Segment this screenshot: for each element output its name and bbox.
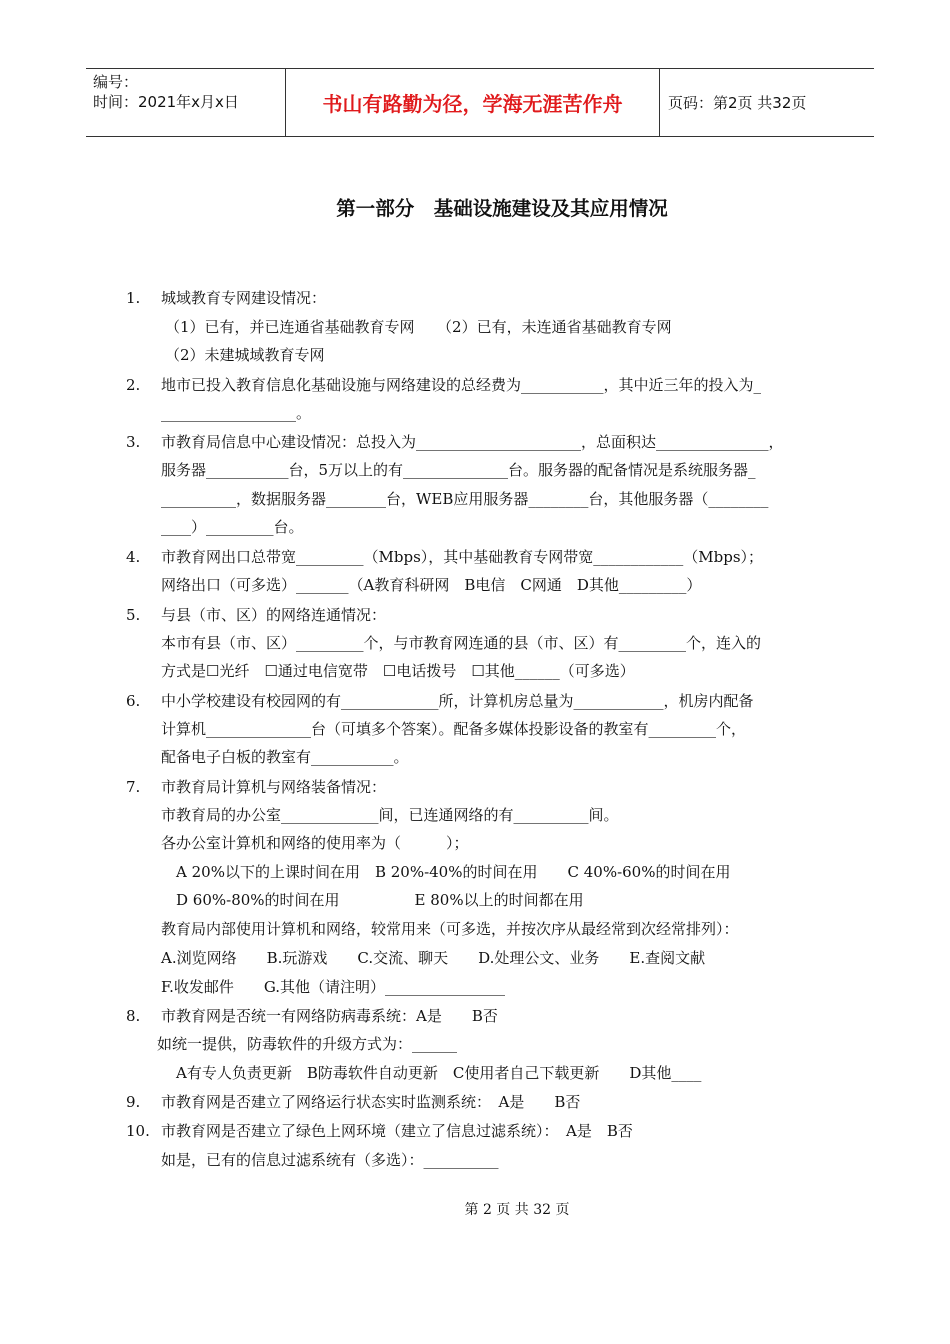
question-line: 市教育局的办公室_____________间，已连通网络的有__________间。 (161, 806, 619, 824)
question-line: 中小学校建设有校园网的有_____________所，计算机房总量为____________，机房内配备 (161, 692, 754, 710)
question-number: 6. (126, 692, 141, 710)
question-line: 计算机______________台（可填多个答案）。配备多媒体投影设备的教室有_________个， (161, 720, 747, 738)
question-line: A 20%以下的上课时间在用 B 20%-40%的时间在用 C 40%-60%的时间在用 (161, 863, 731, 881)
question-line: （1）已有，并已连通省基础教育专网 （2）已有，未连通省基础教育专网 (165, 318, 672, 336)
question-line: 如统一提供，防毒软件的升级方式为：______ (157, 1035, 458, 1053)
question-line: 市教育网出口总带宽_________（Mbps），其中基础教育专网带宽____________（Mbps）； (161, 548, 764, 566)
question-line: 本市有县（市、区）_________个，与市教育网连通的县（市、区）有_________个，连入的 (161, 634, 762, 652)
question-number: 2. (126, 376, 141, 394)
question-line: 如是，已有的信息过滤系统有（多选）：__________ (161, 1151, 499, 1169)
question-line: 服务器___________台，5万以上的有______________台。服务器的配备情况是系统服务器_ (161, 461, 756, 479)
question-number: 8. (126, 1007, 141, 1025)
question-number: 3. (126, 433, 141, 451)
question-line: 教育局内部使用计算机和网络，较常用来（可多选，并按次序从最经常到次经常排列）： (161, 920, 739, 938)
question-line: 地市已投入教育信息化基础设施与网络建设的总经费为___________，其中近三年的投入为_ (161, 376, 762, 394)
header-meta (86, 69, 286, 136)
question-line: 市教育网是否建立了绿色上网环境（建立了信息过滤系统）： A是 B否 (161, 1122, 633, 1140)
question-number: 9. (126, 1093, 141, 1111)
question-number: 5. (126, 606, 141, 624)
question-line: F.收发邮件 G.其他（请注明）________________ (161, 978, 506, 996)
question-line: D 60%-80%的时间在用 E 80%以上的时间都在用 (161, 891, 584, 909)
question-line: __________________。 (161, 404, 312, 422)
question-line: A.浏览网络 B.玩游戏 C.交流、聊天 D.处理公文、业务 E.查阅文献 (161, 949, 706, 967)
question-number: 10. (126, 1122, 150, 1140)
question-line: __________，数据服务器________台，WEB应用服务器________台，其他服务器（________ (161, 490, 769, 508)
question-number: 7. (126, 778, 141, 796)
header-page-number: 页码：第2页 共32页 (668, 94, 807, 112)
question-number: 4. (126, 548, 141, 566)
question-line: 配备电子白板的教室有___________。 (161, 748, 409, 766)
question-line: 网络出口（可多选）_______（A教育科研网 B电信 C网通 D其他_________） (161, 576, 702, 594)
time-label: 时间：2021年x月x日 (93, 93, 239, 111)
page-header (86, 68, 874, 137)
question-line: 市教育网是否统一有网络防病毒系统：A是 B否 (161, 1007, 498, 1025)
page-footer: 第 2 页 共 32 页 (464, 1202, 570, 1218)
question-line: 各办公室计算机和网络的使用率为（ ）； (161, 834, 469, 852)
question-line: 市教育局信息中心建设情况：总投入为______________________，总面积达_______________， (161, 433, 784, 451)
question-line: 城域教育专网建设情况： (161, 289, 327, 307)
question-line: 与县（市、区）的网络连通情况： (161, 606, 387, 624)
question-line: A有专人负责更新 B防毒软件自动更新 C使用者自己下载更新 D其他____ (161, 1064, 702, 1082)
question-line: 市教育局计算机与网络装备情况： (161, 778, 387, 796)
header-motto: 书山有路勤为径，学海无涯苦作舟 (286, 69, 660, 136)
serial-label: 编号： (93, 73, 139, 91)
section-title: 第一部分 基础设施建设及其应用情况 (336, 197, 668, 220)
question-line: 方式是☐光纤 ☐通过电信宽带 ☐电话拨号 ☐其他______（可多选） (161, 662, 635, 680)
question-number: 1. (126, 289, 141, 307)
question-line: （2）未建城域教育专网 (165, 346, 325, 364)
question-line: ____）_________台。 (161, 518, 304, 536)
question-line: 市教育网是否建立了网络运行状态实时监测系统： A是 B否 (161, 1093, 581, 1111)
